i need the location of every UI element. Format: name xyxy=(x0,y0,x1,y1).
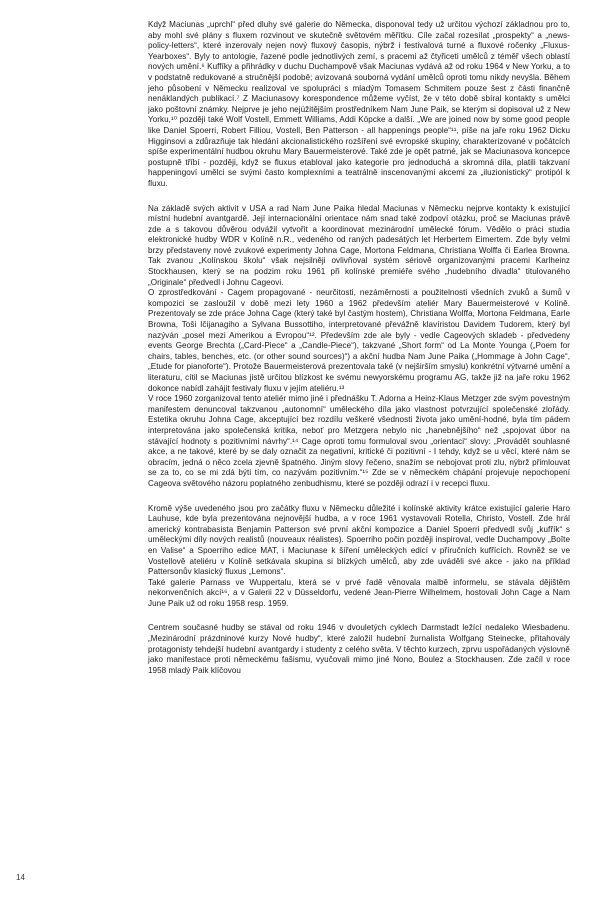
paragraph-2: Na základě svých aktivit v USA a rad Nam June Paika hledal Maciunas v Německu nejprve kontakty k existující místní hudební avantgardě. Její internacionální orientace nám snad také zodpoví otázku, proč se Maciunas právě zde a s takovou důvěrou odvážil vytvořit a koordinovat mezinárodní umělecké fórum. Vědělo o práci studia elektronické hudby WDR v Kolíně n.R., vedeného od raných padesátých let Herbertem Eimertem. Zde byly velmi brzy představeny nové zvukové experimenty Johna Cage, Mortona Feldmana, Christiana Wolffa či Earlea Browna. Tak zvanou „Kolínskou školu“ však nejsilněji ovlivňoval systém sériově organizovanými pracemi Karlheinz Stockhausen, který se na podzim roku 1961 při kolínské premiéře svého „hudebního divadla“ titulovaného „Originale“ předvedl i Johnu Cageovi. xyxy=(148,203,570,287)
paragraph-4: V roce 1960 zorganizoval tento ateliér mimo jiné i přednášku T. Adorna a Heinz-Klaus Metzger zde svým povestným manifestem denuncoval takzvanou „autonomní“ uměleckého díla jako vlastnost potvrzující společenské zlořády. Estetika okruhu Johna Cage, akceptující bez rozdílu veškeré všednosti života jako umění-hodné, byla tím pádem interpretována jako společenská kritika, neboť pro Metzgera nebylo nic „hanebnějšího“ než „spojovat úbor na stávající hodnoty s pozitivními návrhy“.¹⁴ Cage oproti tomu formuloval svou „orientaci“ slovy: „Provádět souhlasné akce, a ne takové, které by se daly označit za negativní, kritické či pozitivní - I tehdy, když se u věcí, které nám se obracím, jedná o něco zcela zjevně špatného. Jiným slovy řečeno, snažím se nebojovat proti zlu, nýbrž přimlouvat se za to, co se mi zdá býti tím, co nazývám pozitivním.“¹⁵ Zde se v německém chápání projevuje nepochopení Cageova světového názoru poplatného zenbudhismu, které se později odrazí i v recepci fluxu. xyxy=(148,394,570,488)
paragraph-1: Když Maciunas „uprchl“ před dluhy své galerie do Německa, disponoval tedy už určitou výchozí základnou pro to, aby mohl své plány s fluxem rozvinout ve skutečně světovém měřítku. Cíle začal rozesílat „prospekty“ a „news-policy-letters“, které inzerovaly nejen nový fluxový časopis, nýbrž i festivalová turné a fluxové ročenky „Fluxus-Yearboxes“. Byly to antologie, řazené podle jednotlivých zemí, s pracemi až čtyřiceti umělců z téměř všech oblastí nových umění.⁶ Kuffíky a přihrádky v duchu Duchampově však Maciunas vydává až od roku 1964 v New Yorku, a to v podstatně redukované a stručnější podobě; avizovaná souborná vydání umělců oproti tomu nikdy nevyšla. Během jeho působení v Německu realizoval ve spolupráci s mladým Tomasem Schmitem pouze šest z části finančně nenáklandých publikací.⁷ Z Maciunasovy korespondence můžeme vyčíst, že v této době sbíral kontakty s umělci jako poštovní známky. Nejprve je jeho nejúžitějším prostředníkem Nam June Paik, se kterým si dopisoval už z New Yorku,¹⁰ později také Wolf Vostell, Emmett Williams, Addi Köpcke a další. „We are joined now by some good people like Daniel Spoerri, Robert Filliou, Vostell, Ben Patterson - all happenings people“¹¹, píše na jaře roku 1962 Dicku Higginsovi a zdůrazňuje tak hledání akcionalistického rozšíření své evropské skupiny, charakterizované v počátcích spíše experimentální hudbou okruhu Mary Bauermeisterové. Také zde je opět patrné, jak se Maciunasova koncepce postupně tříbí - později, když se fluxus etabloval jako kategorie pro jednoduchá a skromná díla, platili takzvaní happeningoví umělci se svými často komplexními a teatrálně inscenovanými akcemi za „iluzionistický“ protipól k fluxu. xyxy=(148,20,570,188)
page-number: 14 xyxy=(16,873,25,882)
text-column xyxy=(148,20,570,690)
paragraph-5: Kromě výše uvedeného jsou pro začátky fluxu v Německu důležité i kolínské aktivity krátce existující galerie Haro Lauhuse, kde byla prezentována nejnovější hudba, a v roce 1961 vystavovali Rotella, Christo, Vostell. Zde hrál americký kontrabasista Benjamin Patterson své první akční kompozice a Daniel Spoerri předvedl svůj „kufřík“ s uměleckými díly nových realistů (nouveaux réalistes). Spoerriho počin později inspiroval, vedle Duchampovy „Boîte en Valise“ a Spoerriho edice MAT, i Maciunase k šíření uměleckých edicí v příručních kufřících. Rovněž se ve Vostellově ateliéru v Kolíně setkávala skupina si blízkých umělců, aby zde uváděli své akce - jako na příklad Pattersonův klasický fluxus „Lemons“. xyxy=(148,503,570,577)
paragraph-3: O zprostředkování - Cagem propagované - neurčitosti, nezáměrnosti a použitelnosti všedních zvuků a šumů v kompozici se zasloužil v době mezi lety 1960 a 1962 především ateliér Mary Bauermeisterové v Kolíně. Prezentovaly se zde práce Johna Cage (který také byl častým hostem), Christiana Wolffa, Mortona Feldmana, Earle Browna, Toši Ičijanagiho a Sylvana Bussottiho, interpretované převážně klavíristou Davidem Tudorem, který byl nazýván „posel mezi Amerikou a Evropou“¹². Především zde ale byly - vedle Cageových skladeb - předvedeny events George Brechta („Card-Piece“ a „Candle-Piece“), takzvané „Short form“ od La Monte Younga („Poem for chairs, tables, benches, etc. (or other sound sources)“) a akční hudba Nam June Paika („Hommage à John Cage“, „Etude for pianoforte“). Protože Bauermeisterová prezentovala také (v nejširším smyslu) konkrétní výtvarné umění a literaturu, cítil se Maciunas jistě určitou blízkost ke svému newyorskému programu AG, takže již na jaře roku 1962 dokonce nabídl zahájit festivaly fluxu v jejím ateliéru.¹³ xyxy=(148,288,570,393)
paragraph-7: Centrem současné hudby se stával od roku 1946 v dvouletých cyklech Darmstadt ležící nedaleko Wiesbadenu. „Mezinárodní prázdninové kurzy Nové hudby“, které založil hudební žurnalista Wolfgang Steinecke, přitahovaly protagonisty tehdejší hudební avantgardy i studenty z celého světa. V těchto kurzech, zprvu uspořádaných výslovně jako manifestace proti německému fašismu, vyučovali mimo jiné Nono, Boulez a Stockhausen. Zde začíl v roce 1958 mladý Paik klíčovou xyxy=(148,623,570,675)
paragraph-6: Také galerie Parnass ve Wuppertalu, která se v prvé řadě věnovala malbě informelu, se stávala dějištěm nekonvenčních akcí¹⁶, a v Galerii 22 v Düsseldorfu, vedené Jean-Pierre Wilhelmem, hostovali John Cage a Nam June Paik už od roku 1958 resp. 1959. xyxy=(148,577,570,608)
